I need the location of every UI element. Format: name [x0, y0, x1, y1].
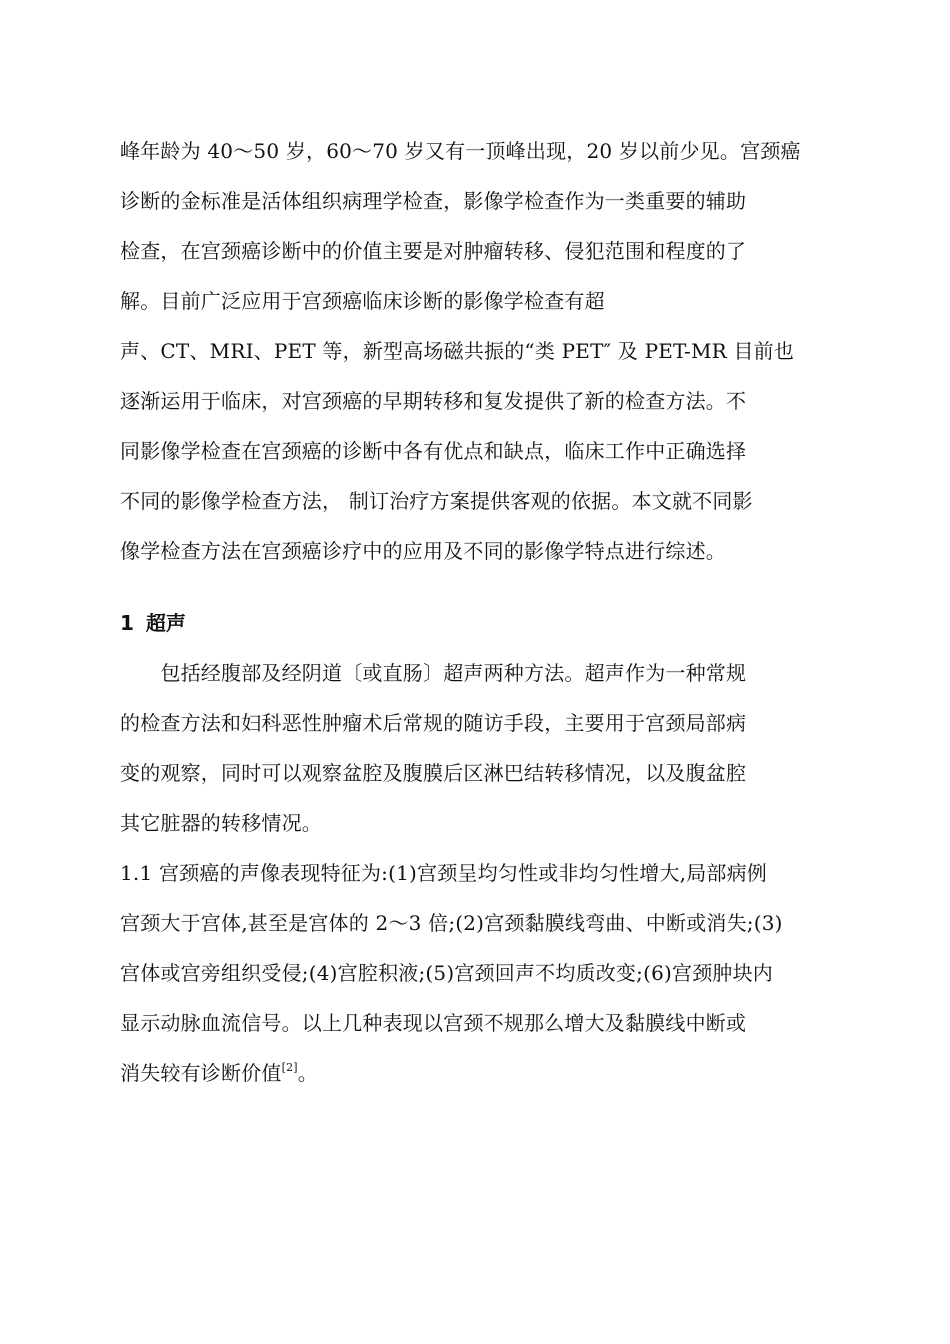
section-number: 1 — [120, 611, 134, 635]
subsection-line-3: 宫体或宫旁组织受侵;(4)宫腔积液;(5)宫颈回声不均质改变;(6)宫颈肿块内 — [120, 961, 774, 985]
intro-line-5: 声、CT、MRI、PET 等，新型高场磁共振的“类 PET″ 及 PET-MR 目前也 — [120, 339, 795, 363]
subsection-line-4: 显示动脉血流信号。以上几种表现以宫颈不规那么增大及黏膜线中断或 — [120, 1011, 747, 1035]
section-title: 超声 — [145, 611, 186, 635]
section-heading — [120, 610, 186, 636]
intro-line-6: 逐渐运用于临床，对宫颈癌的早期转移和复发提供了新的检查方法。不 — [120, 389, 747, 413]
intro-line-8: 不同的影像学检查方法， 制订治疗方案提供客观的依据。本文就不同影 — [120, 489, 753, 513]
intro-line-2: 诊断的金标准是活体组织病理学检查，影像学检查作为一类重要的辅助 — [120, 189, 747, 213]
section-paragraph-line-2: 的检查方法和妇科恶性肿瘤术后常规的随访手段，主要用于宫颈局部病 — [120, 711, 747, 735]
intro-line-9: 像学检查方法在宫颈癌诊疗中的应用及不同的影像学特点进行综述。 — [120, 539, 726, 563]
intro-line-1: 峰年龄为 40～50 岁，60～70 岁又有一顶峰出现，20 岁以前少见。宫颈癌 — [120, 139, 801, 163]
subsection-line-2: 宫颈大于宫体,甚至是宫体的 2～3 倍;(2)宫颈黏膜线弯曲、中断或消失;(3) — [120, 911, 783, 935]
intro-line-4: 解。目前广泛应用于宫颈癌临床诊断的影像学检查有超 — [120, 289, 605, 313]
section-paragraph-line-3: 变的观察，同时可以观察盆腔及腹膜后区淋巴结转移情况，以及腹盆腔 — [120, 761, 747, 785]
subsection-line-5 — [120, 1060, 318, 1086]
subsection-last-text: 消失较有诊断价值 — [120, 1061, 282, 1085]
intro-line-7: 同影像学检查在宫颈癌的诊断中各有优点和缺点，临床工作中正确选择 — [120, 439, 747, 463]
subsection-last-punct: 。 — [297, 1061, 318, 1085]
section-paragraph-line-1: 包括经腹部及经阴道〔或直肠〕超声两种方法。超声作为一种常规 — [120, 661, 747, 685]
citation-ref[interactable]: [2] — [281, 1061, 298, 1074]
subsection-line-1: 1.1 宫颈癌的声像表现特征为:(1)宫颈呈均匀性或非均匀性增大,局部病例 — [120, 861, 767, 885]
section-paragraph-line-4: 其它脏器的转移情况。 — [120, 811, 322, 835]
intro-line-3: 检查，在宫颈癌诊断中的价值主要是对肿瘤转移、侵犯范围和程度的了 — [120, 239, 747, 263]
